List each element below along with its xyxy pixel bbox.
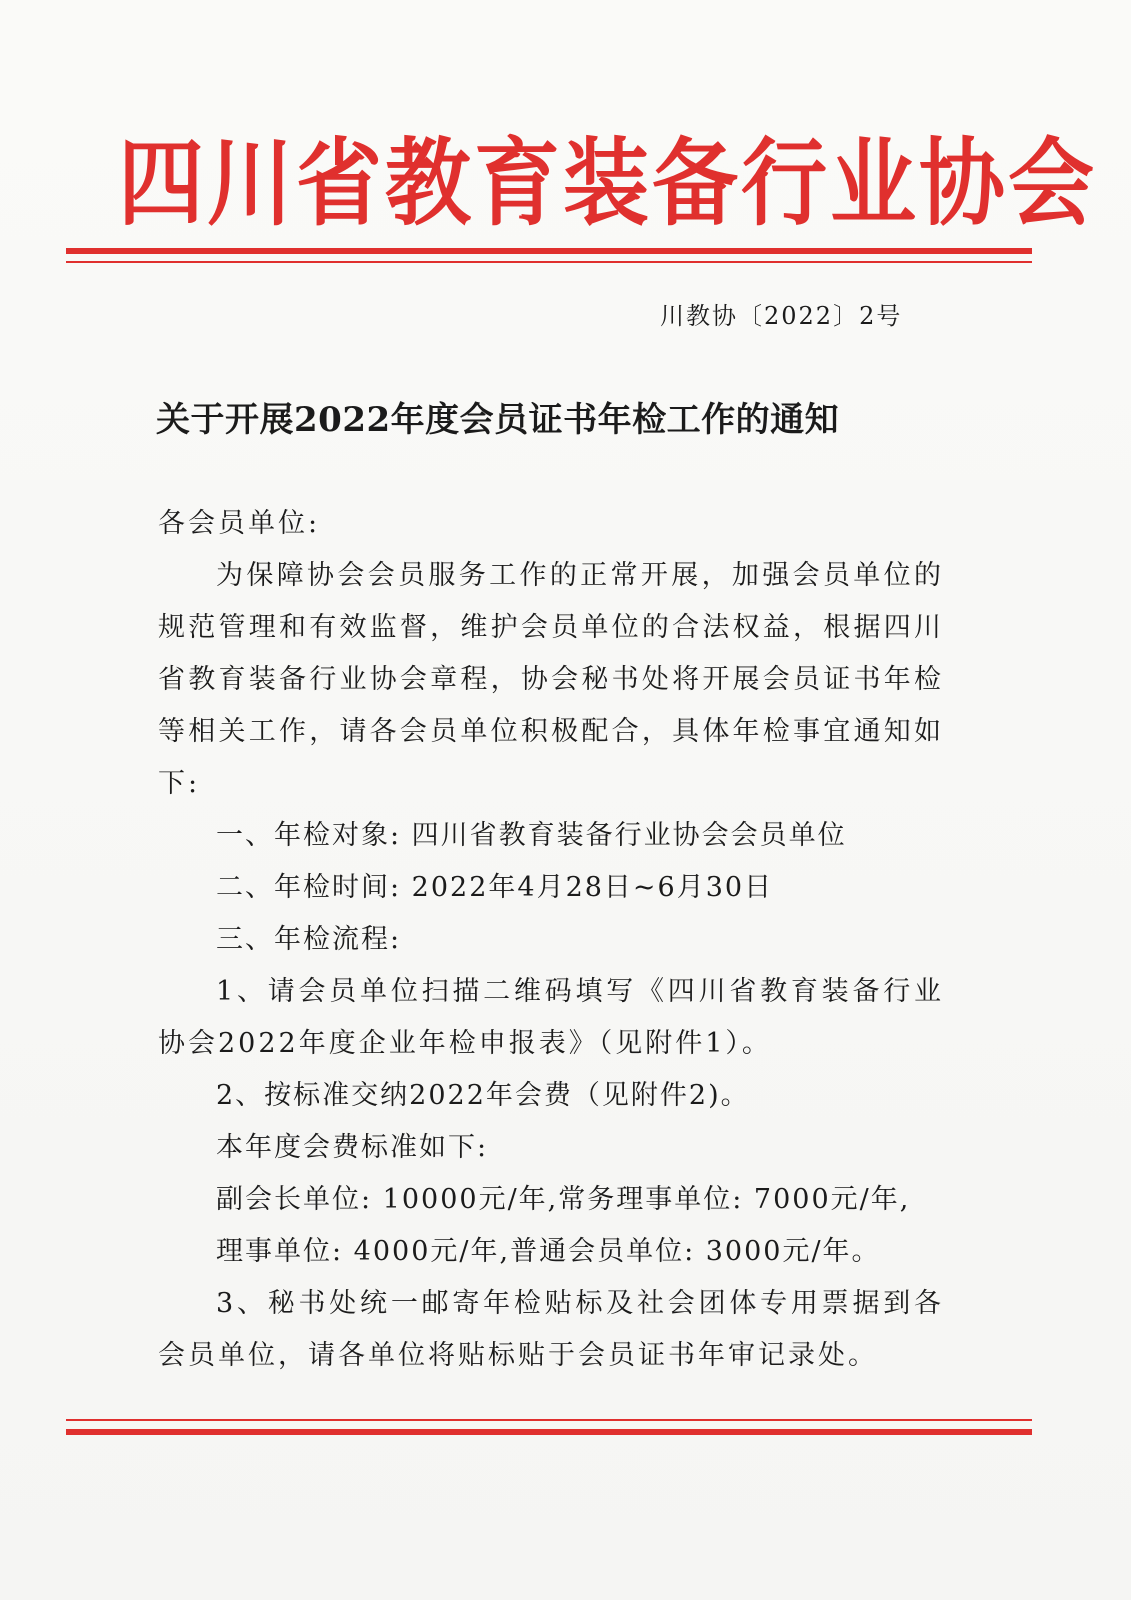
notice-title: 关于开展2022年度会员证书年检工作的通知	[156, 400, 840, 440]
intro-paragraph: 为保障协会会员服务工作的正常开展，加强会员单位的规范管理和有效监督，维护会员单位的合法权益，根据四川省教育装备行业协会章程，协会秘书处将开展会员证书年检等相关工作，请各会员单位积极配合，具体年检事宜通知如下:	[158, 560, 944, 799]
step-pay-fees: 2、按标准交纳2022年会费（见附件2)。	[216, 1080, 750, 1111]
fee-standard-line-2: 理事单位: 4000元/年,普通会员单位: 3000元/年。	[216, 1236, 881, 1267]
header-red-rule-thick	[66, 248, 1032, 254]
salutation: 各会员单位:	[158, 508, 321, 539]
step-scan-qr-code: 1、请会员单位扫描二维码填写《四川省教育装备行业协会2022年度企业年检申报表》（见附件1）。	[158, 976, 944, 1059]
item-inspection-time: 二、年检时间: 2022年4月28日~6月30日	[216, 872, 774, 903]
fee-standard-intro: 本年度会费标准如下:	[216, 1132, 489, 1163]
footer-red-rule-thick	[66, 1429, 1032, 1435]
item-inspection-target: 一、年检对象: 四川省教育装备行业协会会员单位	[216, 820, 847, 851]
fee-standard-line-1: 副会长单位: 10000元/年,常务理事单位: 7000元/年,	[216, 1184, 911, 1215]
header-red-rule-thin	[66, 261, 1032, 263]
step-mail-stickers: 3、秘书处统一邮寄年检贴标及社会团体专用票据到各会员单位，请各单位将贴标贴于会员证书年审记录处。	[158, 1288, 944, 1371]
item-inspection-process: 三、年检流程:	[216, 924, 402, 955]
organization-masthead: 四川省教育装备行业协会	[118, 129, 1097, 239]
document-number: 川教协〔2022〕2号	[660, 302, 903, 330]
footer-red-rule-thin	[66, 1419, 1032, 1421]
